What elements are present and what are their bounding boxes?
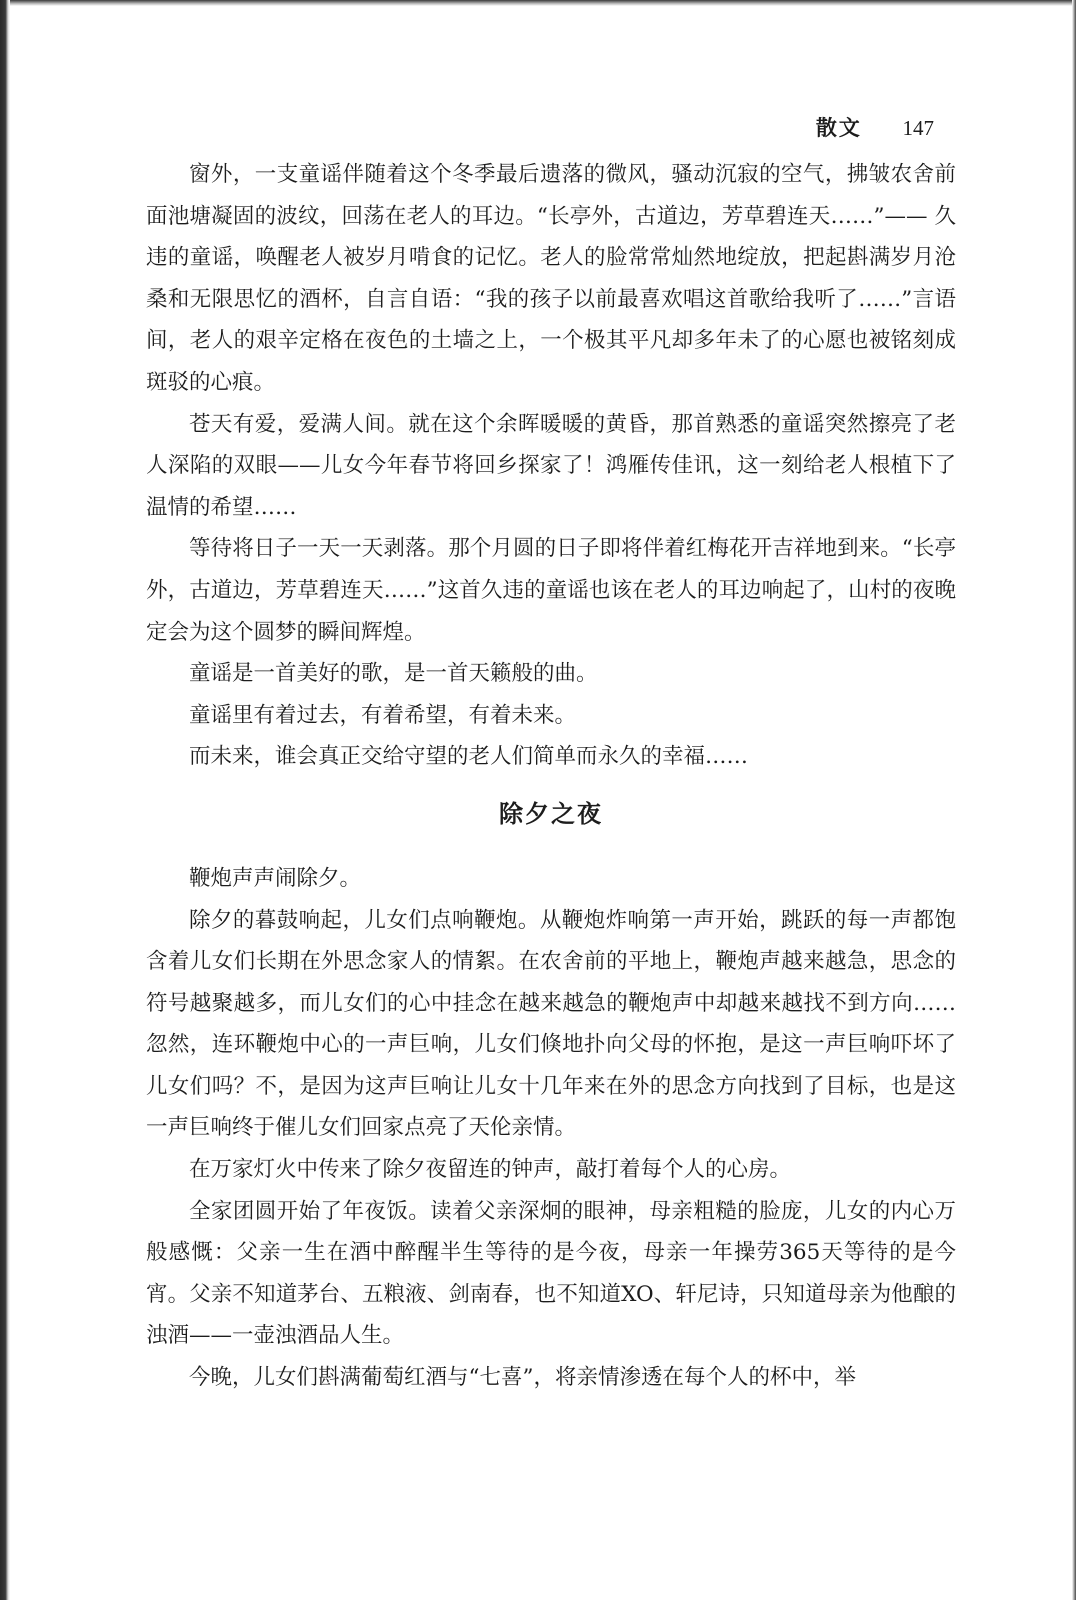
prev-article-body (146, 154, 956, 778)
paragraph: 苍天有爱，爱满人间。就在这个余晖暖暖的黄昏，那首熟悉的童谣突然擦亮了老人深陷的双眼——儿女今年春节将回乡探家了！鸿雁传佳讯，这一刻给老人根植下了温情的希望…… (146, 411, 956, 520)
paragraph: 今晚，儿女们斟满葡萄红酒与“七喜”，将亲情渗透在每个人的杯中，举 (189, 1365, 856, 1391)
paragraph: 除夕的暮鼓响起，儿女们点响鞭炮。从鞭炮炸响第一声开始，跳跃的每一声都饱含着儿女们长期在外思念家人的情絮。在农舍前的平地上，鞭炮声越来越急，思念的符号越聚越多，而儿女们的心中挂念在越来越急的鞭炮声中却越来越找不到方向……忽然，连环鞭炮中心的一声巨响，儿女们倏地扑向父母的怀抱，是这一声巨响吓坏了儿女们吗？不，是因为这声巨响让儿女十几年来在外的思念方向找到了目标，也是这一声巨响终于催儿女们回家点亮了天伦亲情。 (146, 907, 956, 1141)
scan-edge-top (0, 0, 1076, 6)
article-body (146, 858, 956, 1399)
paragraph: 窗外，一支童谣伴随着这个冬季最后遗落的微风，骚动沉寂的空气，拂皱农舍前面池塘凝固的波纹，回荡在老人的耳边。“长亭外，古道边，芳草碧连天……”—— 久违的童谣，唤醒老人被岁月啃食的记忆。老人的脸常常灿然地绽放，把起斟满岁月沧桑和无限思忆的酒杯，自言自语：“我的孩子以前最喜欢唱这首歌给我听了……”言语间，老人的艰辛定格在夜色的土墙之上，一个极其平凡却多年未了的心愿也被铭刻成斑驳的心痕。 (146, 162, 956, 395)
article-title: 除夕之夜 (499, 799, 603, 828)
paragraph: 在万家灯火中传来了除夕夜留连的钟声，敲打着每个人的心房。 (189, 1157, 792, 1183)
paragraph: 全家团圆开始了年夜饭。读着父亲深炯的眼神，母亲粗糙的脸庞，儿女的内心万般感慨：父亲一生在酒中醉醒半生等待的是今夜，母亲一年操劳365天等待的是今宵。父亲不知道茅台、五粮液、剑南春，也不知道XO、轩尼诗，只知道母亲为他酿的浊酒——一壶浊酒品人生。 (146, 1198, 956, 1349)
book-page (146, 110, 956, 1399)
paragraph: 鞭炮声声闹除夕。 (189, 865, 362, 891)
scan-edge-left (0, 0, 10, 1600)
paragraph: 等待将日子一天一天剥落。那个月圆的日子即将伴着红梅花开吉祥地到来。“长亭外，古道边，芳草碧连天……”这首久违的童谣也该在老人的耳边响起了，山村的夜晚定会为这个圆梦的瞬间辉煌。 (146, 536, 956, 645)
paragraph: 童谣里有着过去，有着希望，有着未来。 (189, 702, 577, 728)
paragraph: 童谣是一首美好的歌，是一首天籁般的曲。 (189, 661, 598, 687)
scan-edge-right (1072, 0, 1076, 1600)
running-head (146, 110, 956, 154)
page-number: 147 (902, 116, 934, 140)
paragraph: 而未来，谁会真正交给守望的老人们简单而永久的幸福…… (189, 744, 749, 770)
section-title: 散文 (815, 116, 862, 140)
